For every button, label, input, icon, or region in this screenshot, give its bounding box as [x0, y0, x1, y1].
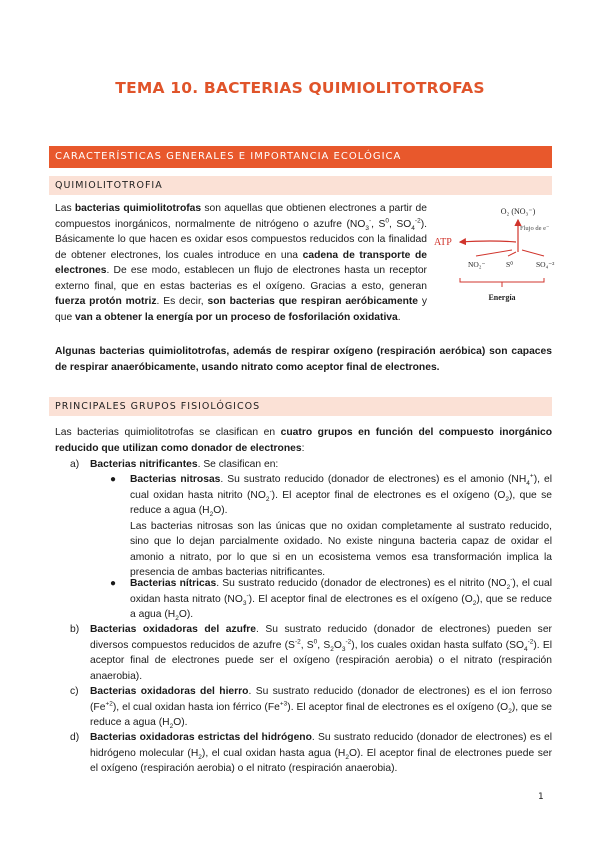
diagram-oxygen-label: O₂ (NO₃⁻)	[500, 207, 536, 216]
diagram-flow-label: Flujo de e⁻	[520, 225, 550, 232]
groups-intro-paragraph: Las bacterias quimiolitotrofas se clasifican en cuatro grupos en función del compuesto inorgánico reducido que utilizan como donador de electrones:	[55, 427, 552, 454]
list-item-d: d) Bacterias oxidadoras estrictas del hidrógeno. Su sustrato reducido (donador de electrones) es el hidrógeno molecular $(H_2)$, el cual oxidan hasta agua $(H_2O)$. El aceptor final de electrones puede ser el oxígeno (respiración aerobia) o el nitrato (respiración anaerobia).	[70, 732, 553, 774]
diagram-nitrite-label: NO₂⁻	[468, 260, 486, 269]
list-label-d: d)	[70, 732, 80, 743]
list-item-a: a) Bacterias nitrificantes. Se clasifican en:	[70, 457, 552, 473]
bullet-dot-icon: ●	[110, 578, 117, 589]
page-title: TEMA 10. BACTERIAS QUIMIOLITOTROFAS	[115, 79, 485, 97]
bullet-nitrosas: ● Bacterias nitrosas. Su sustrato reducido (donador de electrones) es el amonio $(NH_4^+)$, el cual oxidan hasta nitrito $(NO_2^-)$. El aceptor final de electrones es el oxígeno $(O_2)$, que se reduce a agua $(H_2O)$. Las bacterias nitrosas son las únicas que no oxidan completamente al sustrato reducido, sino que lo dejan parcialmente oxidado. No existe ninguna bacteria capaz de oxidar el amonio a nitrato, por lo que si en un ecosistema vemos esa transformación implica la presencia de ambas bacterias nitrificantes.	[130, 472, 552, 581]
nitrosas-extra: Las bacterias nitrosas son las únicas que no oxidan completamente al sustrato reducido, sino que lo dejan parcialmente oxidado. No existe ninguna bacteria capaz de oxidar el amonio a nitrato, por lo que si en un ecosistema vemos esa transformación implica la presencia de ambas bacterias nitrificantes.	[130, 520, 552, 578]
diagram-mid-branch	[508, 252, 516, 256]
list-label-a: a)	[70, 459, 80, 470]
diagram-energy-label: Energía	[488, 293, 516, 302]
bullet-nitricas: ● Bacterias nítricas. Su sustrato reducido (donador de electrones) es el nitrito $(NO_2^-)$, el cual oxidan hasta nitrato $(NO_3^-)$. El aceptor final de electrones es el oxígeno $(O_2)$, que se reduce a agua $(H_2O)$.	[110, 576, 553, 623]
section-heading: CARACTERÍSTICAS GENERALES E IMPORTANCIA ECOLÓGICA	[49, 146, 552, 168]
subsection-heading-grupos: PRINCIPALES GRUPOS FISIOLÓGICOS	[49, 397, 552, 416]
list-label-c: c)	[70, 686, 79, 697]
diagram-right-branch	[522, 250, 544, 256]
diagram-sulfate-label: SO₄⁻²	[536, 260, 555, 269]
diagram-atp-arrow	[460, 241, 516, 242]
diagram-atp-label: ATP	[434, 237, 452, 248]
diagram-sulfur-label: S⁰	[506, 260, 514, 269]
list-label-b: b)	[70, 624, 80, 635]
diagram-energy-brace	[460, 278, 544, 282]
page-number: 1	[538, 792, 544, 802]
anaerobic-note: Algunas bacterias quimiolitotrofas, además de respirar oxígeno (respiración aeróbica) son capaces de respirar anaeróbicamente, usando nitrato como aceptor final de electrones.	[55, 346, 552, 373]
subsection-heading-quimiolitotrofia: QUIMIOLITOTROFIA	[49, 176, 552, 195]
diagram-left-branch	[476, 250, 512, 256]
bullet-dot-icon: ●	[110, 474, 117, 485]
electron-flow-diagram	[432, 200, 555, 310]
list-item-b: b) Bacterias oxidadoras del azufre. Su sustrato reducido (donador de electrones) pueden ser diversos compuestos reducidos de azufre ($S^{-2}$, $S^0$, $S_2O_3^{-2}$), los cuales oxidan hasta sulfato $(SO_4^{-2})$. El aceptor final de electrones puede ser el oxígeno (respiración aerobia) o el nitrato (respiración anaerobia).	[70, 624, 553, 682]
intro-paragraph: Las bacterias quimiolitotrofas son aquellas que obtienen electrones a partir de compuestos inorgánicos, normalmente de nitrógeno o azufre ($NO_3^-$, $S^0$, $SO_4^{-2}$). Básicamente lo que hacen es oxidar esos compuestos reducidos con la finalidad de obtener electrones, los cuales introduce en una cadena de transporte de electrones. De ese modo, establecen un flujo de electrones hasta un receptor externo final, que en estas bacterias es el oxígeno. Gracias a esto, generan fuerza protón motriz. Es decir, son bacterias que respiran aeróbicamente y que van a obtener la energía por un proceso de fosforilación oxidativa.	[55, 203, 428, 323]
list-item-c: c) Bacterias oxidadoras del hierro. Su sustrato reducido (donador de electrones) es el ion ferroso $(Fe^{+2})$, el cual oxidan hasta ion férrico $(Fe^{+3})$. El aceptor final de electrones es el oxígeno $(O_2)$, que se reduce a agua $(H_2O)$.	[70, 686, 553, 731]
